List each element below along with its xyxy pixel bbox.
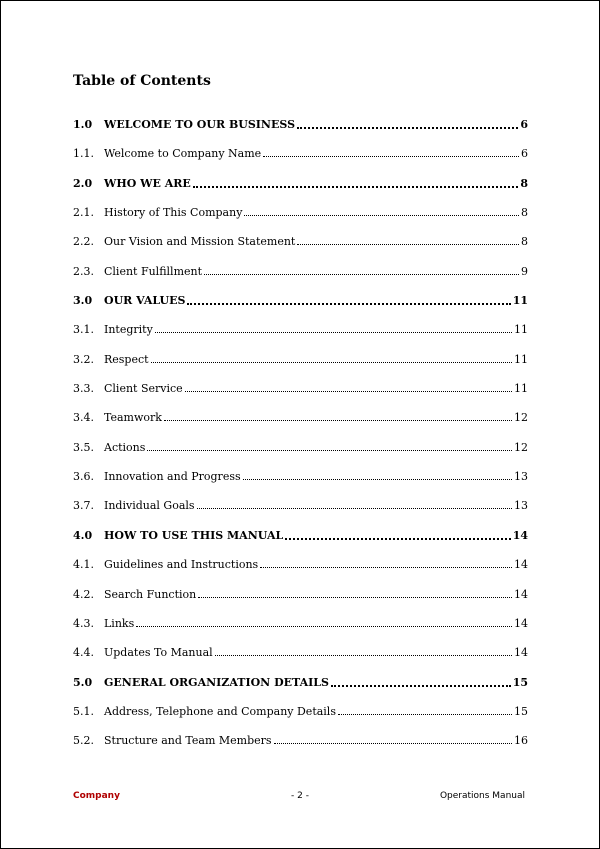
toc-entry-label: WHO WE ARE <box>104 176 191 190</box>
toc-dot-leader <box>244 215 519 216</box>
toc-entry-page: 11 <box>514 352 528 366</box>
toc-entry[interactable] <box>73 470 528 499</box>
footer-page-number: - 2 - <box>291 791 309 801</box>
toc-entry-number: 2.1. <box>73 206 94 220</box>
toc-dot-leader <box>136 626 512 627</box>
toc-entry[interactable] <box>73 705 528 734</box>
toc-entry[interactable] <box>73 177 528 206</box>
toc-dot-leader <box>151 362 512 363</box>
toc-entry[interactable] <box>73 147 528 176</box>
toc-dot-leader <box>185 391 512 392</box>
toc-entry[interactable] <box>73 323 528 352</box>
toc-entry[interactable] <box>73 294 528 323</box>
toc-entry-label: Guidelines and Instructions <box>104 558 259 572</box>
toc-entry-page: 8 <box>521 206 528 220</box>
toc-entry-number: 3.4. <box>73 411 94 425</box>
toc-entry[interactable] <box>73 588 528 617</box>
toc-dot-leader <box>274 743 512 744</box>
toc-entry-label: WELCOME TO OUR BUSINESS <box>104 118 296 131</box>
toc-entry-number: 4.3. <box>73 616 94 630</box>
toc-entry-page: 14 <box>514 587 528 601</box>
toc-entry[interactable] <box>73 558 528 587</box>
toc-entry[interactable] <box>73 206 528 235</box>
toc-dot-leader <box>338 714 512 715</box>
toc-entry-number: 1.0 <box>73 118 93 131</box>
toc-entry-number: 5.1. <box>73 704 94 718</box>
toc-entry-page: 6 <box>521 147 528 161</box>
toc-entry-page: 8 <box>521 235 528 249</box>
toc-entry-label: Search Function <box>104 587 197 601</box>
toc-entry-page: 14 <box>514 646 528 660</box>
toc-entry-number: 3.2. <box>73 352 94 366</box>
toc-entry-page: 13 <box>514 470 528 484</box>
footer-company: Company <box>73 791 120 801</box>
toc-entry[interactable] <box>73 441 528 470</box>
toc-entry-label: Links <box>104 616 135 630</box>
page-footer <box>73 791 525 805</box>
toc-entry-page: 14 <box>514 616 528 630</box>
toc-entry-label: History of This Company <box>104 206 243 220</box>
toc-entry-label: HOW TO USE THIS MANUAL <box>104 528 284 542</box>
toc-entry-page: 12 <box>514 411 528 425</box>
toc-entry-label: Welcome to Company Name <box>104 147 262 161</box>
toc-dot-leader <box>215 655 512 656</box>
toc-entry[interactable] <box>73 499 528 528</box>
toc-entry[interactable] <box>73 646 528 675</box>
toc-entry-label: Integrity <box>104 323 153 337</box>
toc-entry-page: 11 <box>514 382 528 396</box>
toc-entry-label: Structure and Team Members <box>104 734 272 748</box>
toc-entry-number: 5.2. <box>73 734 94 748</box>
toc-dot-leader <box>164 420 512 421</box>
toc-dot-leader <box>198 597 512 598</box>
toc-dot-leader <box>331 685 511 686</box>
toc-entry-number: 4.0 <box>73 528 93 542</box>
toc-entry-number: 3.5. <box>73 440 94 454</box>
toc-entry-number: 3.6. <box>73 470 94 484</box>
toc-entry-number: 4.1. <box>73 558 94 572</box>
toc-entry-label: Client Fulfillment <box>104 264 203 278</box>
toc-entry-label: Address, Telephone and Company Details <box>104 704 336 718</box>
toc-entry-number: 2.3. <box>73 264 94 278</box>
toc-entry-page: 8 <box>520 176 528 190</box>
toc-heading: Table of Contents <box>73 73 211 89</box>
toc-dot-leader <box>297 127 518 128</box>
toc-entry[interactable] <box>73 353 528 382</box>
toc-entry[interactable] <box>73 411 528 440</box>
toc-dot-leader <box>243 479 512 480</box>
toc-entry-page: 14 <box>512 528 528 542</box>
toc-entry-number: 3.1. <box>73 323 94 337</box>
toc-entry[interactable] <box>73 734 528 763</box>
toc-entry[interactable] <box>73 265 528 294</box>
toc-entry-page: 16 <box>514 734 528 748</box>
toc-entry-number: 4.4. <box>73 646 94 660</box>
toc-entry-page: 15 <box>514 704 528 718</box>
toc-dot-leader <box>297 244 519 245</box>
toc-entry-number: 3.3. <box>73 382 94 396</box>
toc-entry[interactable] <box>73 118 528 147</box>
toc-dot-leader <box>187 303 510 304</box>
toc-entry-page: 13 <box>514 499 528 513</box>
toc-dot-leader <box>263 156 519 157</box>
toc-entry-page: 11 <box>512 294 528 308</box>
toc-dot-leader <box>147 450 512 451</box>
toc-entry[interactable] <box>73 382 528 411</box>
footer-manual-title: Operations Manual <box>439 791 525 801</box>
toc-entry-label: Respect <box>104 352 149 366</box>
toc-entry-number: 2.0 <box>73 176 93 190</box>
toc-entry[interactable] <box>73 676 528 705</box>
toc-dot-leader <box>285 538 510 539</box>
toc-entry-page: 12 <box>514 440 528 454</box>
toc-entry[interactable] <box>73 617 528 646</box>
toc-entry-label: Our Vision and Mission Statement <box>104 235 296 249</box>
toc-entry[interactable] <box>73 235 528 264</box>
toc-entry-label: Client Service <box>104 382 183 396</box>
toc-entry-label: GENERAL ORGANIZATION DETAILS <box>104 675 329 689</box>
table-of-contents <box>73 118 528 764</box>
toc-entry-number: 1.1. <box>73 147 94 161</box>
toc-entry-page: 11 <box>514 323 528 337</box>
toc-entry-label: Actions <box>104 440 146 454</box>
toc-entry-number: 3.7. <box>73 499 94 513</box>
toc-dot-leader <box>260 567 512 568</box>
toc-entry-label: OUR VALUES <box>104 294 186 308</box>
toc-entry-page: 9 <box>521 264 528 278</box>
toc-entry-label: Individual Goals <box>104 499 195 513</box>
toc-entry-page: 15 <box>512 675 528 689</box>
toc-dot-leader <box>155 332 512 333</box>
toc-dot-leader <box>204 274 519 275</box>
toc-entry-label: Updates To Manual <box>104 646 213 660</box>
toc-entry-page: 14 <box>514 558 528 572</box>
toc-dot-leader <box>197 508 512 509</box>
toc-entry-label: Teamwork <box>104 411 162 425</box>
toc-entry-label: Innovation and Progress <box>104 470 241 484</box>
toc-entry-number: 4.2. <box>73 587 94 601</box>
toc-dot-leader <box>193 186 519 187</box>
toc-entry-number: 3.0 <box>73 294 93 308</box>
toc-entry-number: 2.2. <box>73 235 94 249</box>
toc-entry-number: 5.0 <box>73 675 93 689</box>
toc-entry-page: 6 <box>520 118 528 131</box>
toc-entry[interactable] <box>73 529 528 558</box>
